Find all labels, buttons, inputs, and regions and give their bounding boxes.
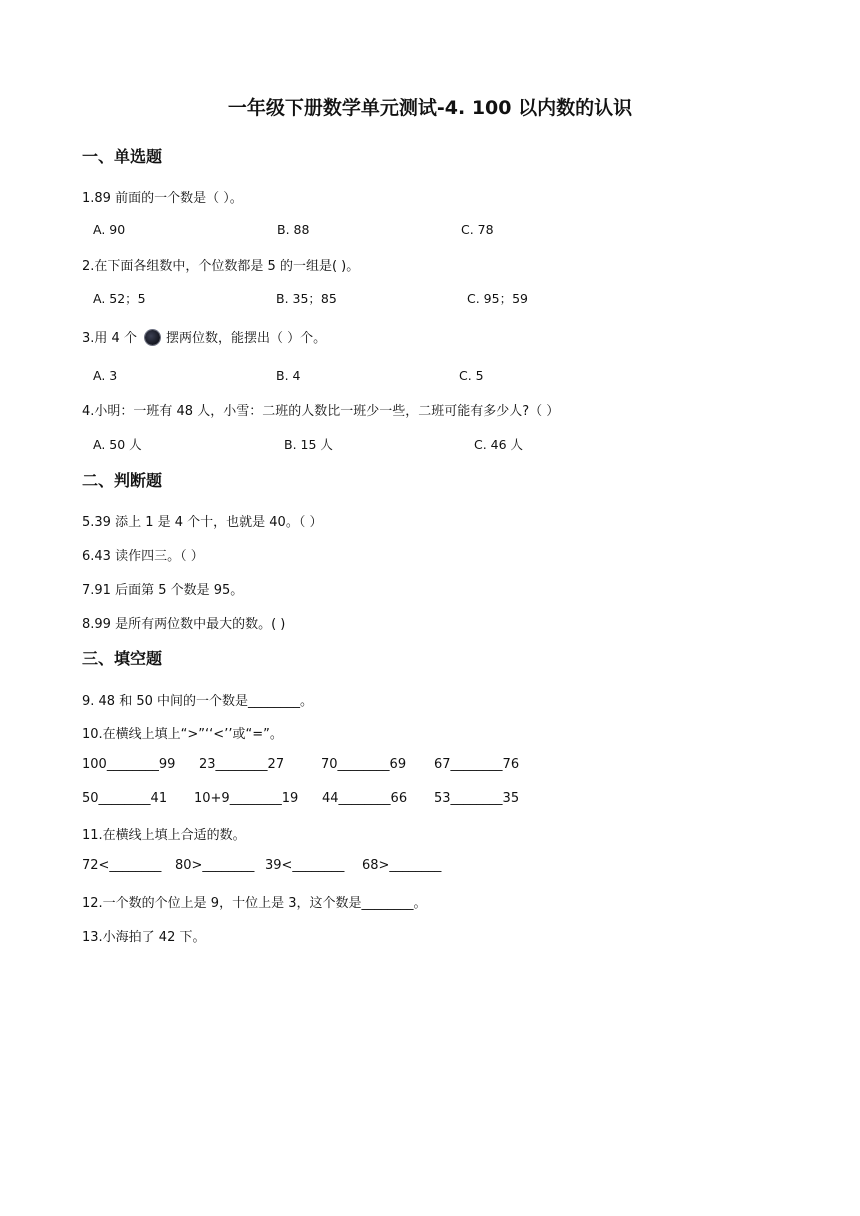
fill-item: 39<________ bbox=[265, 858, 345, 873]
comparison-item: 10+9________19 bbox=[194, 791, 299, 806]
comparison-item: 70________69 bbox=[321, 757, 407, 772]
question-10-row-1 bbox=[82, 757, 519, 772]
fill-item: 72<________ bbox=[82, 858, 162, 873]
question-1-option-a: A. 90 bbox=[93, 222, 126, 237]
question-3-stem-after: 摆两位数，能摆出（ ）个。 bbox=[165, 331, 327, 346]
comparison-item: 44________66 bbox=[322, 791, 408, 806]
question-2-option-c: C. 95；59 bbox=[467, 291, 528, 306]
question-4-option-a: A. 50 人 bbox=[93, 437, 142, 452]
question-11-row bbox=[82, 858, 441, 873]
question-3-option-b: B. 4 bbox=[276, 368, 301, 383]
black-bead-icon bbox=[145, 330, 160, 345]
comparison-item: 67________76 bbox=[434, 757, 520, 772]
question-10-row-2 bbox=[82, 791, 519, 806]
question-7: 7.91 后面第 5 个数是 95。 bbox=[82, 583, 244, 598]
question-4-stem: 4.小明：一班有 48 人，小雪：二班的人数比一班少一些，二班可能有多少人?（ ） bbox=[82, 404, 560, 419]
question-3-stem bbox=[82, 327, 326, 346]
comparison-item: 50________41 bbox=[82, 791, 168, 806]
question-4-option-b: B. 15 人 bbox=[284, 437, 333, 452]
question-1-option-c: C. 78 bbox=[461, 222, 494, 237]
question-2-option-b: B. 35；85 bbox=[276, 291, 337, 306]
comparison-item: 53________35 bbox=[434, 791, 520, 806]
question-1-stem: 1.89 前面的一个数是（ ）。 bbox=[82, 191, 243, 206]
question-6: 6.43 读作四三。（ ） bbox=[82, 549, 204, 564]
section-heading-fill-in: 三、填空题 bbox=[82, 649, 163, 668]
question-9: 9. 48 和 50 中间的一个数是________。 bbox=[82, 694, 314, 709]
question-2-option-a: A. 52；5 bbox=[93, 291, 146, 306]
fill-item: 68>________ bbox=[362, 858, 442, 873]
fill-item: 80>________ bbox=[175, 858, 255, 873]
question-8: 8.99 是所有两位数中最大的数。( ) bbox=[82, 617, 286, 632]
section-heading-single-choice: 一、单选题 bbox=[82, 147, 163, 166]
question-3-option-a: A. 3 bbox=[93, 368, 118, 383]
page-title: 一年级下册数学单元测试-4. 100 以内数的认识 bbox=[227, 97, 633, 119]
question-4-option-c: C. 46 人 bbox=[474, 437, 524, 452]
question-3-stem-before: 3.用 4 个 bbox=[82, 331, 137, 346]
question-2-stem: 2.在下面各组数中，个位数都是 5 的一组是( )。 bbox=[82, 259, 360, 274]
question-13: 13.小海拍了 42 下。 bbox=[82, 930, 206, 945]
question-11-stem: 11.在横线上填上合适的数。 bbox=[82, 828, 246, 843]
section-heading-true-false: 二、判断题 bbox=[82, 471, 163, 490]
comparison-item: 23________27 bbox=[199, 757, 285, 772]
question-5: 5.39 添上 1 是 4 个十，也就是 40。（ ） bbox=[82, 515, 323, 530]
comparison-item: 100________99 bbox=[82, 757, 176, 772]
question-1-option-b: B. 88 bbox=[277, 222, 310, 237]
question-10-stem: 10.在横线上填上“>”‘‘<’’或“=”。 bbox=[82, 727, 283, 742]
question-3-option-c: C. 5 bbox=[459, 368, 484, 383]
question-12: 12.一个数的个位上是 9，十位上是 3，这个数是________。 bbox=[82, 896, 427, 911]
